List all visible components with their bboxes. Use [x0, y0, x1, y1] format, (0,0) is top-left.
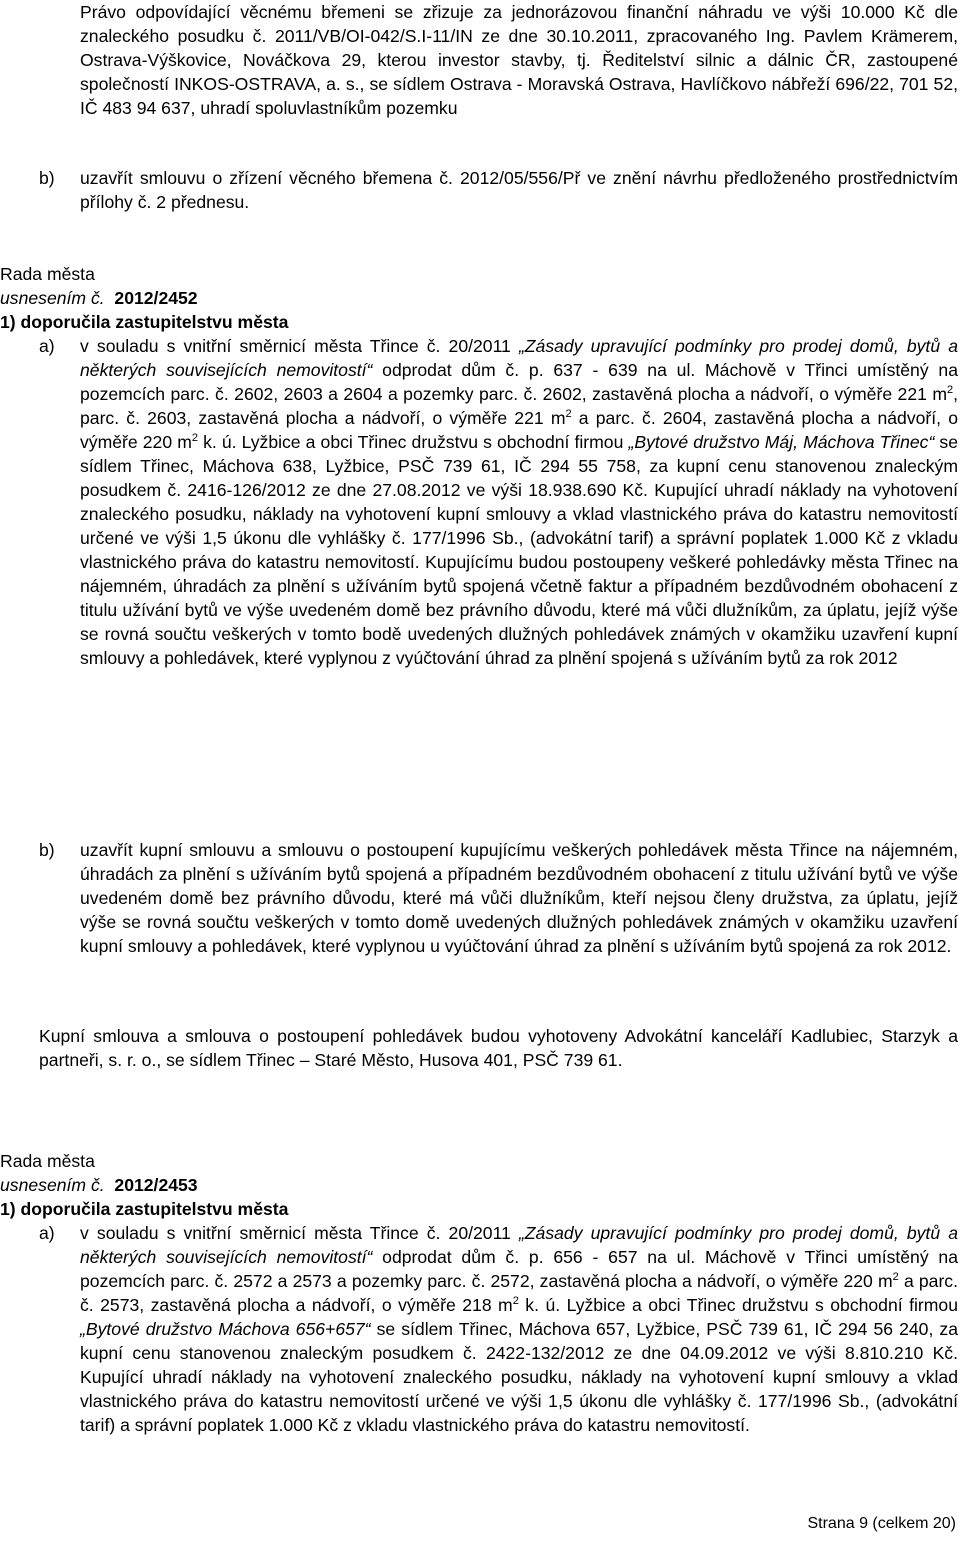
resolution-label-2: usnesením č.: [0, 1175, 105, 1195]
item-a-marker-2: a): [39, 1223, 55, 1243]
item-b-easement-contract: uzavřít smlouvu o zřízení věcného břemena č. 2012/05/556/Př ve znění návrhu předloženého prostřednictvím přílohy č. 2 přednesu.: [80, 168, 958, 212]
council-heading-2: Rada města: [0, 1151, 95, 1171]
item-a-marker: a): [39, 336, 55, 356]
resolution-point: 1) doporučila zastupitelstvu města: [0, 312, 289, 332]
council-heading: Rada města: [0, 264, 95, 284]
closing-paragraph: Kupní smlouva a smlouva o postoupení pohledávek budou vyhotoveny Advokátní kanceláří Kadlubiec, Starzyk a partneři, s. r. o., se sídlem Třinec – Staré Město, Husova 401, PSČ 739 61.: [39, 1026, 958, 1070]
paragraph-easement-compensation: Právo odpovídající věcnému břemeni se zřizuje za jednorázovou finanční náhradu ve výši 10.000 Kč dle znaleckého posudku č. 2011/VB/OI-042/S.I-11/IN ze dne 30.10.2011, zpracovaného Ing. Pavlem Krämerem, Ostrava-Výškovice, Nováčkova 29, kterou investor stavby, tj. Ředitelství silnic a dálnic ČR, zastoupené společností INKOS-OSTRAVA, a. s., se sídlem Ostrava - Moravská Ostrava, Havlíčkovo nábřeží 696/22, 701 52, IČ 483 94 637, uhradí spoluvlastníkům pozemku: [80, 2, 958, 118]
item-b-purchase-contract: uzavřít kupní smlouvu a smlouvu o postoupení kupujícímu veškerých pohledávek města Třince na nájemném, úhradách za plnění s užíváním bytů spojená a případném bezdůvodném obohacení z titulu užívání bytů ve výše uvedeném domě bez právního důvodu, které má vůči dlužníkům, kteří nejsou členy družstva, za úplatu, jejíž výše se rovná součtu veškerých v tomto domě uvedených dlužných pohledávek známých v okamžiku uzavření kupní smlouvy a pohledávek, které vyplynou u vyúčtování úhrad za plnění s užíváním bytů spojená za rok 2012.: [80, 840, 958, 956]
resolution-label: usnesením č.: [0, 288, 105, 308]
resolution-point-2: 1) doporučila zastupitelstvu města: [0, 1199, 289, 1219]
page-footer: Strana 9 (celkem 20): [807, 1515, 956, 1532]
item-a-sale-house-656: v souladu s vnitřní směrnicí města Třince č. 20/2011 „Zásady upravující podmínky pro prodej domů, bytů a některých souvisejících nemovitostí“ odprodat dům č. p. 656 - 657 na ul. Máchově v Třinci umístěný na pozemcích parc. č. 2572 a 2573 a pozemky parc. č. 2572, zastavěná plocha a nádvoří, o výměře 220 $m^2$ a parc. č. 2573, zastavěná plocha a nádvoří, o výměře 218 $m^2$ k. ú. Lyžbice a obci Třinec družstvu s obchodní firmou „Bytové družstvo Máchova 656+657“ se sídlem Třinec, Máchova 657, Lyžbice, PSČ 739 61, IČ 294 56 240, za kupní cenu stanovenou znaleckým posudkem č. 2422-132/2012 ze dne 04.09.2012 ve výši 8.810.210 Kč. Kupující uhradí náklady na vyhotovení znaleckého posudku, náklady na vyhotovení kupní smlouvy a vklad vlastnického práva do katastru nemovitostí určené ve výši 1,5 úkonu dle vyhlášky č. 177/1996 Sb., (advokátní tarif) a správní poplatek 1.000 Kč z vkladu vlastnického práva do katastru nemovitostí.: [80, 1223, 958, 1435]
resolution-number: [0, 286, 198, 310]
item-b-marker-2: b): [39, 840, 55, 860]
resolution-number-2: [0, 1173, 198, 1197]
item-a-sale-house-637: v souladu s vnitřní směrnicí města Třince č. 20/2011 „Zásady upravující podmínky pro prodej domů, bytů a některých souvisejících nemovitostí“ odprodat dům č. p. 637 - 639 na ul. Máchově v Třinci umístěný na pozemcích parc. č. 2602, 2603 a 2604 a pozemky parc. č. 2602, zastavěná plocha a nádvoří, o výměře 221 $m^2$, parc. č. 2603, zastavěná plocha a nádvoří, o výměře 221 $m^2$ a parc. č. 2604, zastavěná plocha a nádvoří, o výměře 220 $m^2$ k. ú. Lyžbice a obci Třinec družstvu s obchodní firmou „Bytové družstvo Máj, Máchova Třinec“ se sídlem Třinec, Máchova 638, Lyžbice, PSČ 739 61, IČ 294 55 758, za kupní cenu stanovenou znaleckým posudkem č. 2416-126/2012 ze dne 27.08.2012 ve výši 18.938.690 Kč. Kupující uhradí náklady na vyhotovení znaleckého posudku, náklady na vyhotovení kupní smlouvy a vklad vlastnického práva do katastru nemovitostí určené ve výši 1,5 úkonu dle vyhlášky č. 177/1996 Sb., (advokátní tarif) a správní poplatek 1.000 Kč z vkladu vlastnického práva do katastru nemovitostí. Kupujícímu budou postoupeny veškeré pohledávky města Třinec na nájemném, úhradách za plnění s užíváním bytů spojená včetně faktur a případném bezdůvodném obohacení z titulu užívání bytů ve výše uvedeném domě bez právního důvodu, které má vůči dlužníkům, za úplatu, jejíž výše se rovná součtu veškerých v tomto bodě uvedených dlužných pohledávek známých v okamžiku uzavření kupní smlouvy a pohledávek, které vyplynou z vyúčtování úhrad za plnění spojená s užíváním bytů za rok 2012: [80, 336, 958, 668]
item-b-marker: b): [39, 168, 55, 188]
resolution-id-2: 2012/2453: [114, 1175, 198, 1195]
resolution-id: 2012/2452: [114, 288, 198, 308]
